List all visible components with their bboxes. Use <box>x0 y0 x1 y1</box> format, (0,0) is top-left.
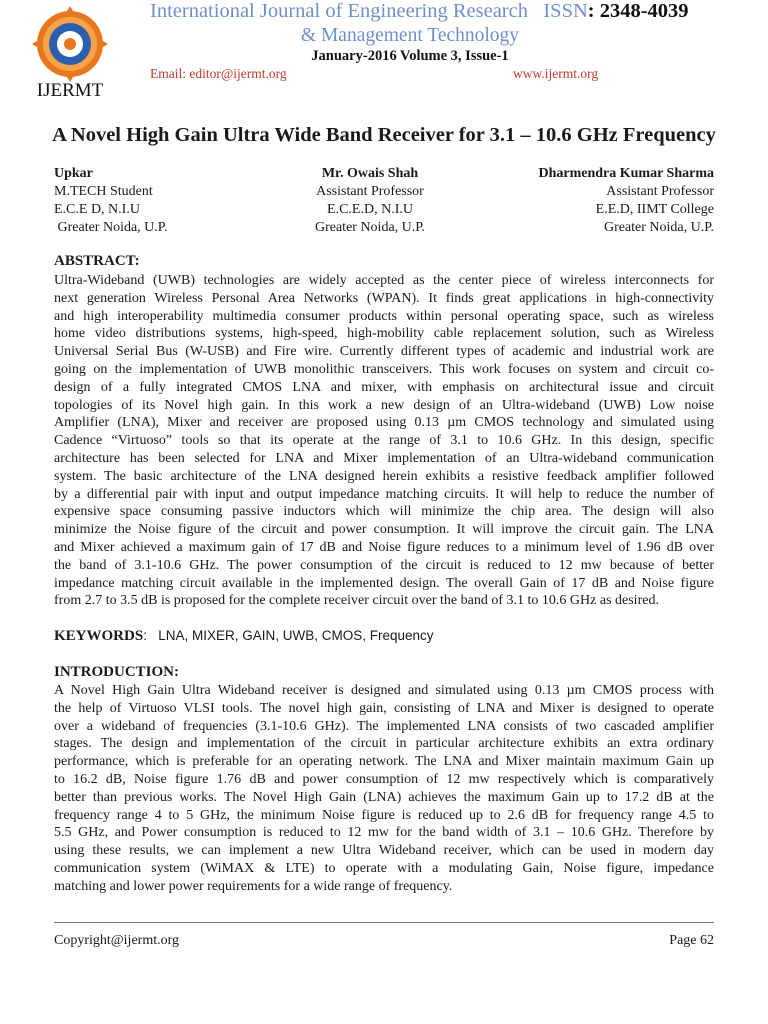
logo-text: IJERMT <box>36 80 104 100</box>
abstract-line: Ultra-Wideband (UWB) technologies are widely accepted as the center piece of wireless interconnects for <box>54 273 714 288</box>
issn-label: ISSN <box>543 0 588 22</box>
journal-title <box>150 0 750 23</box>
abstract-line: system. The basic architecture of the LNA designed herein exhibits a resistive feedback amplifier followed <box>54 468 714 484</box>
introduction-body <box>54 682 714 896</box>
author-dept: E.C.E.D, N.I.U <box>327 202 413 217</box>
author-role: Assistant Professor <box>606 184 714 199</box>
author-location: Greater Noida, U.P. <box>54 220 168 235</box>
journal-website-link[interactable]: www.ijermt.org <box>513 66 599 81</box>
logo-emblem-icon <box>32 6 108 82</box>
abstract-heading: ABSTRACT: <box>54 253 140 269</box>
journal-logo <box>20 4 132 100</box>
journal-email-link[interactable]: Email: editor@ijermt.org <box>150 66 287 81</box>
abstract-line: Cadence “Virtuoso” tools so that its operate at the range of 3.1 to 10.6 GHz. In this design, specific <box>54 433 714 449</box>
abstract-line: home video distributions systems, high-speed, high-mobility cable replacement solution, such as Wireless <box>54 326 714 342</box>
author-block <box>270 165 470 237</box>
intro-line: 5.5 GHz, and Power consumption is reduced to 12 mw for the band width of 3.1 – 10.6 GHz. Therefore by <box>54 825 714 841</box>
intro-line: over a wideband of frequencies (3.1-10.6 GHz). The implemented LNA consists of two cascaded amplifier <box>54 718 714 734</box>
author-name: Mr. Owais Shah <box>321 166 419 181</box>
abstract-line: Universal Serial Bus (W-USB) and Fire wire. Currently different types of academic and industrial work are <box>54 344 714 360</box>
abstract-line: from 2.7 to 3.5 dB is proposed for the complete receiver circuit over the band of 3.1 to 10.6 GHz as desired. <box>54 593 659 609</box>
abstract-line: and Mixer achieved a maximum gain of 17 dB and Noise figure reduces to a minimum level of 1.96 dB over <box>54 539 714 555</box>
keywords-label: KEYWORDS <box>54 628 144 644</box>
keywords-values: : LNA, MIXER, GAIN, UWB, CMOS, Frequency <box>143 628 434 643</box>
author-role: Assistant Professor <box>316 184 424 199</box>
abstract-line: topologies of its Novel high gain. In this work a new design of an Ultra-wideband (UWB) Low noise <box>54 397 714 413</box>
intro-line: to 16.2 dB, Noise figure 1.76 dB and power consumption of 12 mw respectively which is comparatively <box>54 771 714 787</box>
intro-line: frequency range 4 to 5 GHz, the minimum Noise figure is reduced up to 2.6 dB for frequency range 4.5 to <box>54 807 714 823</box>
introduction-heading: INTRODUCTION: <box>54 664 180 680</box>
abstract-line: the band of 3.1-10.6 GHz. The power consumption of the circuit is reduced to 12 mw because of better <box>54 557 714 573</box>
abstract-line: next generation Wireless Personal Area Networks (WPAN). It finds great applications in high-connectivity <box>54 290 714 306</box>
intro-line: A Novel High Gain Ultra Wideband receiver is designed and simulated using 0.13 µm CMOS process with <box>54 683 714 698</box>
intro-line: using these results, we can implement a new Ultra Wideband receiver, which can be used in modern day <box>54 843 714 859</box>
journal-subtitle: & Management Technology <box>300 25 520 46</box>
journal-issue: January-2016 Volume 3, Issue-1 <box>311 48 509 64</box>
author-role: M.TECH Student <box>54 184 153 199</box>
author-location: Greater Noida, U.P. <box>603 220 714 235</box>
footer-copyright: Copyright@ijermt.org <box>54 933 180 948</box>
abstract-line: expensive space consuming passive inductors which will minimize the chip area. The design will also <box>54 504 714 520</box>
intro-line: better than previous works. The Novel High Gain (LNA) achieves the maximum Gain up to 17.2 dB at the <box>54 789 714 805</box>
abstract-line: by a differential pair with input and output impedance matching circuits. It will help to reduce the number of <box>54 486 714 502</box>
abstract-line: minimize the Noise figure of the circuit and power consumption. It will improve the circuit gain. The LNA <box>54 522 714 538</box>
keywords <box>54 628 434 645</box>
abstract-body <box>54 272 714 610</box>
footer-divider <box>54 922 714 923</box>
intro-line: stages. The design and implementation of the circuit in particular architecture exhibits an extra ordinary <box>54 736 714 752</box>
abstract-line: impedance matching circuit available in the implemented design. The overall Gain of 17 dB and Noise figure <box>54 575 714 591</box>
abstract-line: Amplifier (LNA), Mixer and receiver are proposed using 0.13 µm CMOS technology and simulated using <box>54 415 714 431</box>
abstract-line: architecture has been selected for LNA and Mixer implementation of an Ultra-wideband communication <box>54 450 714 466</box>
author-name: Upkar <box>54 166 93 181</box>
intro-line: the help of Virtuoso VLSI tools. The novel high gain, consisting of LNA and Mixer is designed to operate <box>54 700 714 716</box>
author-block <box>538 165 714 237</box>
abstract-line: going on the implementation of UWB monolithic transceivers. This work focuses on system and circuit co- <box>54 361 714 377</box>
intro-line: communication system (WiMAX & LTE) to operate with a modulating Gain, Noise figure, impedance <box>54 860 714 876</box>
page-number: Page 62 <box>669 933 714 948</box>
intro-line: matching and lower power requirements for a wide range of frequency. <box>54 878 453 894</box>
abstract-line: and high interoperability multimedia consumer products within personal operating space, such as wireless <box>54 308 714 324</box>
paper-title: A Novel High Gain Ultra Wide Band Receiver for 3.1 – 10.6 GHz Frequency <box>52 124 716 146</box>
author-name: Dharmendra Kumar Sharma <box>538 166 714 181</box>
author-block <box>54 165 168 237</box>
abstract-line: design of a fully integrated CMOS LNA and mixer, with emphasis on architectural issue and circuit <box>54 379 714 395</box>
author-dept: E.C.E D, N.I.U <box>54 202 140 217</box>
author-location: Greater Noida, U.P. <box>314 220 426 235</box>
journal-title-text: International Journal of Engineering Research <box>150 0 528 22</box>
intro-line: performance, which is preferable for an operating network. The LNA and Mixer maintain maximum Gain up <box>54 754 714 770</box>
issn-number: : 2348-4039 <box>587 0 689 22</box>
author-dept: E.E.D, IIMT College <box>595 202 714 217</box>
